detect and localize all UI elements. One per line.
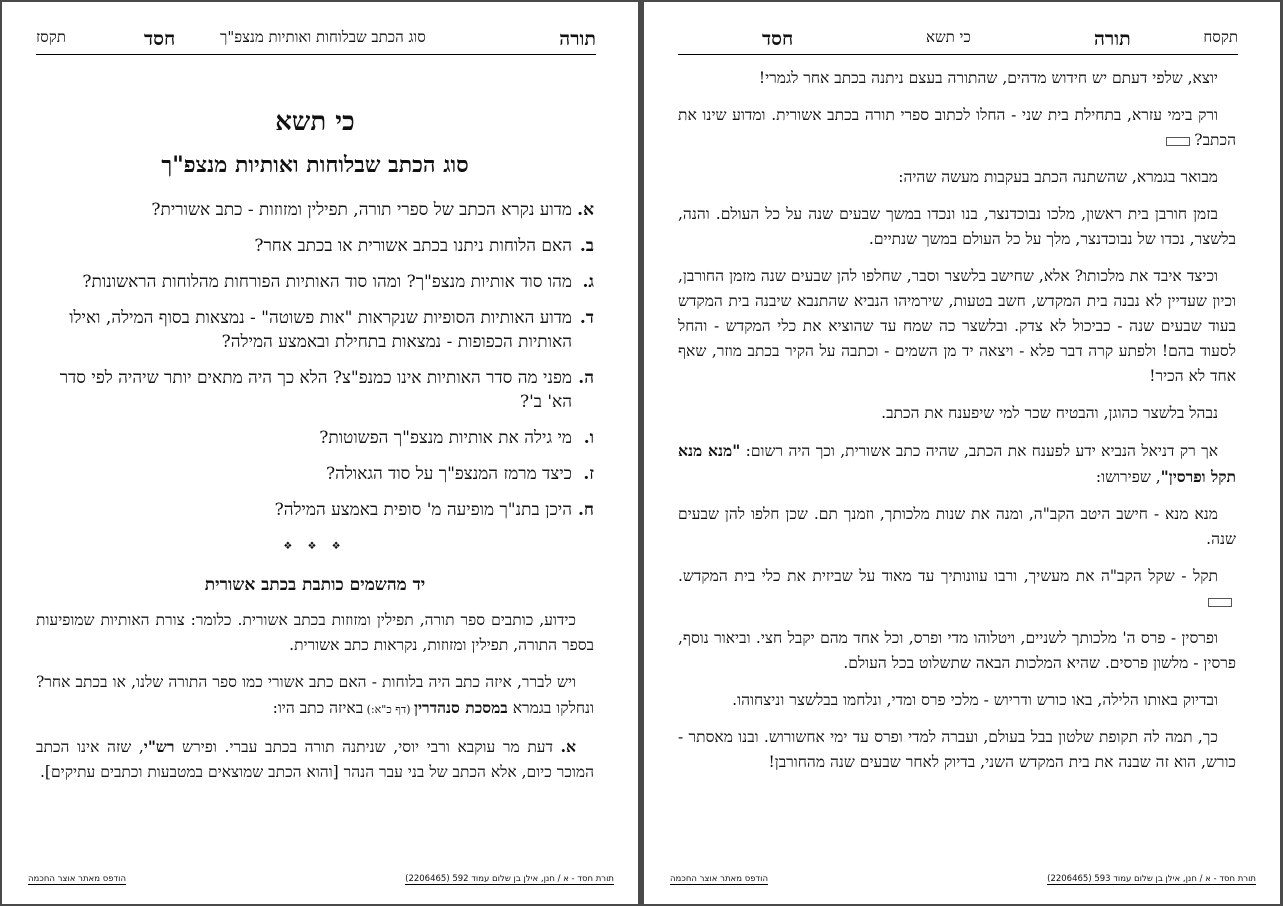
paragraph-text: ויש לברר, איזה כתב היה בלוחות - האם כתב אשורי כמו ספר התורה שלנו, או בכתב אחר? ונחלקו בגמרא	[36, 673, 594, 717]
footer-source: הודפס מאתר אוצר החכמה	[670, 874, 769, 884]
paragraph-text: ורק בימי עזרא, בתחילת בית שני - החלו לכתוב ספרי תורה בכתב אשורית. ומדוע שינו את הכתב?	[678, 106, 1236, 149]
book-title: חסד	[762, 28, 794, 50]
page-subtitle: סוג הכתב שבלוחות ואותיות מנצפ"ך	[161, 152, 469, 178]
footnote-marker	[1166, 137, 1190, 146]
page-footer	[670, 874, 1256, 888]
paragraph: כך, תמה לה תקופת שלטון בבל בעולם, ועברה למדי ופרס עד ימי אחשורוש. ובנו מאסתר - כורש, הוא זה שבנה את בית המקדש השני, בדיוק לאחר שבעים שנה מהחורבן!	[678, 728, 1236, 771]
chapter-subtitle: סוג הכתב שבלוחות ואותיות מנצפ"ך	[220, 28, 426, 46]
question-item	[36, 498, 594, 522]
question-text: מי גילה את אותיות מנצפ"ך הפשוטות?	[319, 428, 572, 448]
paragraph-text: דעת מר עוקבא ורבי יוסי, שניתנה תורה בכתב עברי. ופירש	[174, 738, 561, 756]
question-text: מדוע האותיות הסופיות שנקראות "אות פשוטה" - נמצאות בסוף המילה, ואילו האותיות הכפופות - נמצאות בתחילת ובאמצע המילה?	[69, 308, 572, 352]
bold-reference: רש"י	[143, 737, 175, 756]
paragraph	[36, 734, 594, 785]
parsha-title: כי תשא	[926, 28, 971, 46]
paragraph: וכיצד איבד את מלכותו? אלא, שחישב בלשצר וסבר, שחלפו להן שבעים שנה מזמן החורבן, וכיון שעדיין לא נבנה בית המקדש, חשב בטעות, שירמיהו הנביא שהתנבא שיבנה בית המקדש בעוד שבעים שנה - כביכול לא צדק. ובלשצר כה שמח עד שהוציא את כלי המקדש - והחל לסעוד בהם! ולפתע קרה דבר פלא - ויצאה יד מן השמים - וכתבה על הקיר בכתב מוזר, שאף אחד לא הכיר!	[678, 267, 1236, 385]
section-heading: יד מהשמים כותבת בכתב אשורית	[204, 575, 426, 595]
question-letter: ב.	[579, 236, 594, 256]
page-number: תקסז	[36, 28, 66, 46]
left-content	[36, 66, 594, 797]
right-content	[678, 66, 1236, 787]
question-item	[36, 270, 594, 294]
question-item	[36, 462, 594, 486]
question-letter: ה.	[578, 368, 594, 388]
running-head	[678, 24, 1238, 55]
footnote-marker	[1208, 598, 1232, 607]
section-divider: ❖ ❖ ❖	[283, 541, 347, 552]
question-letter: ד.	[579, 308, 594, 328]
question-item	[36, 234, 594, 258]
footer-citation: תורת חסד - א / חנן, אילן בן שלום עמוד 593 (2206465)	[1047, 874, 1256, 884]
book-title: חסד	[144, 28, 176, 50]
question-letter: ו.	[583, 428, 594, 448]
paragraph: כידוע, כותבים ספר תורה, תפילין ומזוזות בכתב אשורית. כלומר: צורת האותיות שמופיעות בספר התורה, תפילין ומזוזות, נקראות כתב אשורית.	[36, 611, 594, 654]
question-text: כיצד מרמז המנצפ"ך על סוד הגאולה?	[325, 464, 572, 484]
section-title: תורה	[1094, 28, 1131, 50]
question-text: האם הלוחות ניתנו בכתב אשורית או בכתב אחר?	[254, 236, 572, 256]
bold-quote: "מנא מנא תקל ופרסין"	[678, 441, 1236, 486]
paragraph: נבהל בלשצר כהוגן, והבטיח שכר למי שיפענח את הכתב.	[881, 404, 1218, 422]
page-reference: (דף כ"א:)	[363, 703, 414, 716]
question-letter: ז.	[583, 464, 594, 484]
question-item	[36, 366, 594, 414]
paragraph: ופרסין - פרס ה' מלכותך לשניים, ויטלוהו מדי ופרס, וכל אחד מהם יקבל חצי. וביאור נוסף, פרסין - מלשון פרסים. שהיא המלכות הבאה שתשלוט בכל העולם.	[678, 629, 1236, 672]
question-letter: א.	[577, 200, 594, 220]
question-letter: ג.	[582, 272, 594, 292]
question-text: היכן בתנ"ך מופיעה מ' סופית באמצע המילה?	[274, 500, 572, 520]
paragraph-text: , שפירושו:	[1095, 468, 1161, 486]
question-item	[36, 426, 594, 450]
footer-source: הודפס מאתר אוצר החכמה	[28, 874, 127, 884]
question-item	[36, 198, 594, 222]
page-footer	[28, 874, 614, 888]
paragraph: יוצא, שלפי דעתם יש חידוש מדהים, שהתורה בעצם ניתנה בכתב אחר לגמרי!	[758, 69, 1218, 87]
page-title: כי תשא	[275, 107, 355, 137]
list-letter: א.	[560, 737, 576, 756]
paragraph	[678, 103, 1236, 153]
paragraph: מבואר בגמרא, שהשתנה הכתב בעקבות מעשה שהיה:	[898, 168, 1218, 186]
paragraph-text: , שזה אינו הכתב המוכר כיום, אלא הכתב של בני עבר הנהר [והוא הכתב שמוצאים במטבעות וכתבים עתיקים].	[36, 738, 594, 781]
left-page	[2, 2, 638, 904]
page-number: תקסח	[1203, 28, 1238, 46]
paragraph	[678, 564, 1236, 614]
footer-citation: תורת חסד - א / חנן, אילן בן שלום עמוד 592 (2206465)	[405, 874, 614, 884]
question-text: מדוע נקרא הכתב של ספרי תורה, תפילין ומזוזות - כתב אשורית?	[151, 200, 572, 220]
bold-reference: במסכת סנהדרין	[414, 698, 508, 717]
paragraph: ובדיוק באותו הלילה, באו כורש ודריוש - מלכי פרס ומדי, ונלחמו בבלשצר וניצחוהו.	[732, 691, 1218, 709]
question-text: מהו סוד אותיות מנצפ"ך? ומהו סוד האותיות הפורחות מהלוחות הראשונות?	[82, 272, 572, 292]
paragraph: מנא מנא - חישב היטב הקב"ה, ומנה את שנות מלכותך, וזמנך תם. שכן חלפו להן שבעים שנה.	[678, 505, 1236, 548]
paragraph-text: באיזה כתב היו:	[272, 699, 364, 717]
question-letter: ח.	[578, 500, 594, 520]
right-page	[644, 2, 1280, 904]
question-text: מפני מה סדר האותיות אינו כמנפ"צ? הלא כך היה מתאים יותר שיהיה לפי סדר הא' ב'?	[59, 368, 572, 412]
paragraph-text: אך רק דניאל הנביא ידע לפענח את הכתב, שהיה כתב אשורית, וכך היה רשום:	[740, 442, 1218, 460]
paragraph	[36, 670, 594, 722]
paragraph-text: תקל - שקל הקב"ה את מעשיך, ורבו עוונותיך עד מאוד על שביזית את כלי בית המקדש.	[678, 567, 1218, 585]
section-title: תורה	[559, 28, 596, 50]
running-head	[36, 24, 596, 55]
paragraph: בזמן חורבן בית ראשון, מלכו נבוכדנצר, בנו ונכדו במשך שבעים שנה על כל העולם. והנה, בלשצר, נכדו של נבוכדנצר, מלך על כל העולם במשך שנתיים.	[678, 205, 1236, 248]
paragraph	[678, 438, 1236, 490]
question-item	[36, 306, 594, 354]
